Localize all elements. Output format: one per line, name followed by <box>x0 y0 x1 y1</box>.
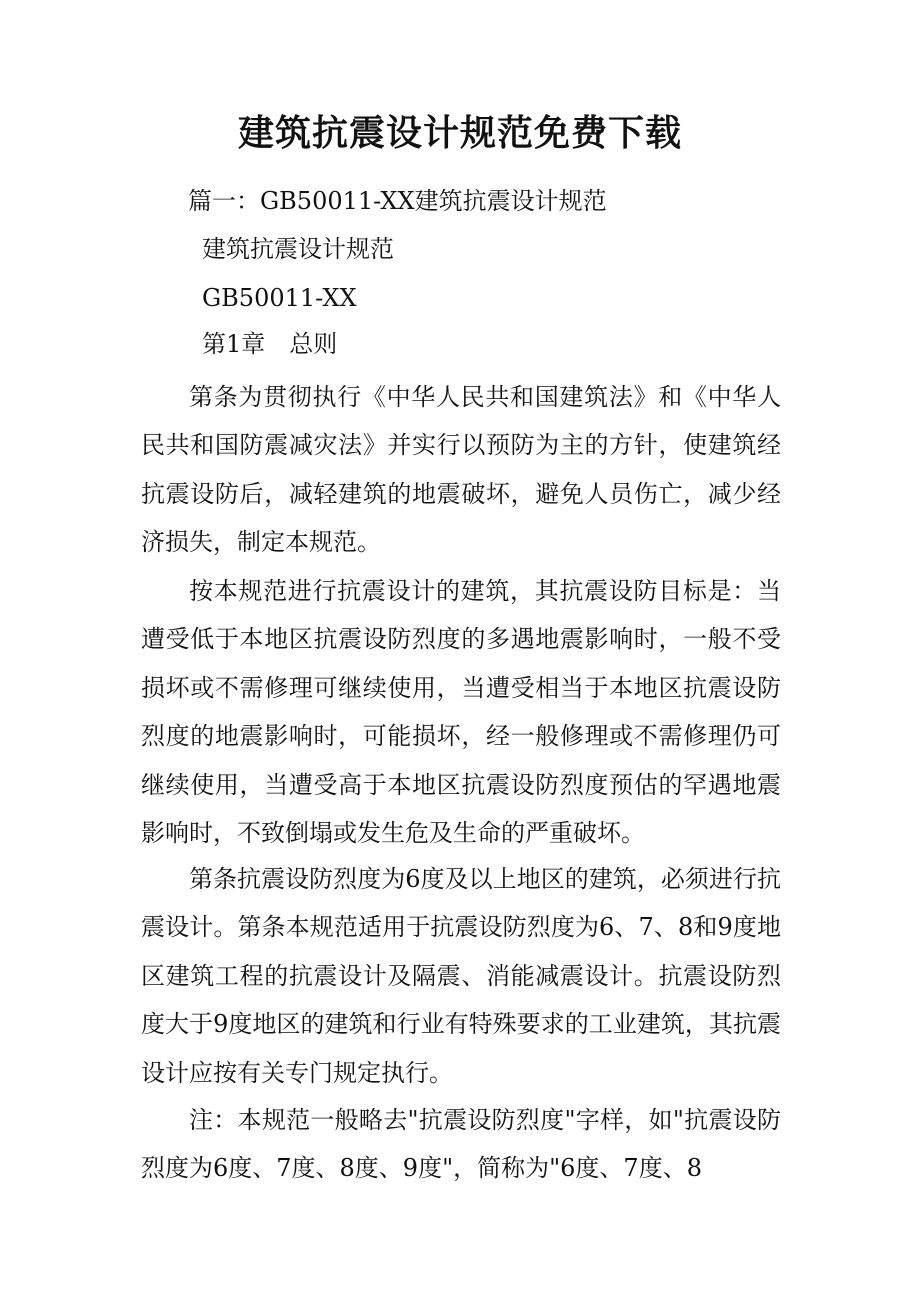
paragraph-1: 第条为贯彻执行《中华人民共和国建筑法》和《中华人民共和国防震减灾法》并实行以预防为主的方针，使建筑经抗震设防后，减轻建筑的地震破坏，避免人员伤亡，减少经济损失，制定本规范。 <box>141 383 781 557</box>
document-title: 建筑抗震设计规范免费下载 <box>237 112 682 154</box>
chapter-heading: 第1章 总则 <box>202 330 338 358</box>
paragraph-3: 第条抗震设防烈度为6度及以上地区的建筑，必须进行抗震设计。第条本规范适用于抗震设防烈度为6、7、8和9度地区建筑工程的抗震设计及隔震、消能减震设计。抗震设防烈度大于9度地区的建筑和行业有特殊要求的工业建筑，其抗震设计应按有关专门规定执行。 <box>141 865 781 1087</box>
part-heading: 篇一：GB50011-XX建筑抗震设计规范 <box>188 187 607 215</box>
paragraph-4: 注：本规范一般略去"抗震设防烈度"字样，如"抗震设防烈度为6度、7度、8度、9度"，简称为"6度、7度、8 <box>141 1106 781 1183</box>
standard-code: GB50011-XX <box>202 284 357 312</box>
standard-name: 建筑抗震设计规范 <box>202 235 394 263</box>
paragraph-2: 按本规范进行抗震设计的建筑，其抗震设防目标是：当遭受低于本地区抗震设防烈度的多遇地震影响时，一般不受损坏或不需修理可继续使用，当遭受相当于本地区抗震设防烈度的地震影响时，可能损坏，经一般修理或不需修理仍可继续使用，当遭受高于本地区抗震设防烈度预估的罕遇地震影响时，不致倒塌或发生危及生命的严重破坏。 <box>141 577 781 848</box>
